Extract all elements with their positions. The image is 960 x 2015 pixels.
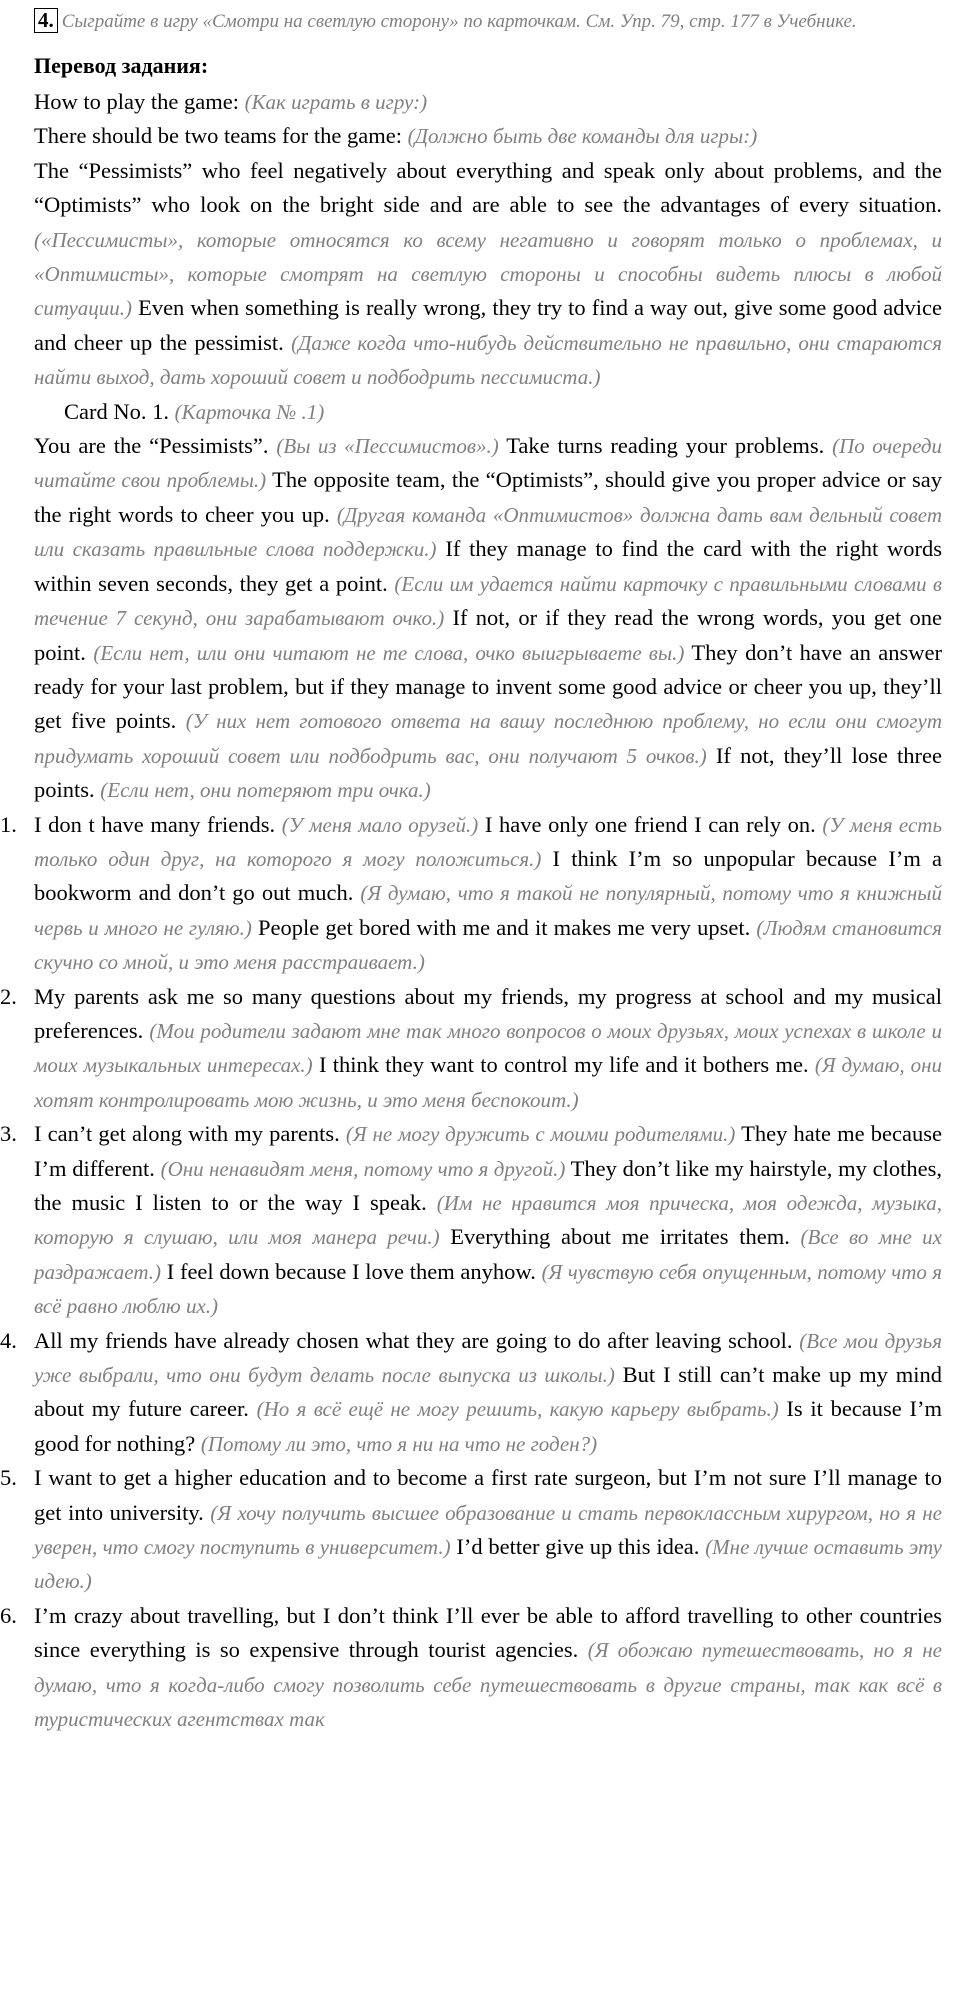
list-item: [0, 1599, 942, 1737]
card-title: [34, 395, 942, 429]
item-number: 2.: [0, 983, 17, 1009]
english-text: I’d better give up this idea.: [450, 1534, 706, 1560]
list-item: [0, 980, 942, 1118]
russian-translation: (Я хочу получить высшее образование и стать первоклассным хирургом, но я не уверен, что смогу поступить в университет.): [34, 1500, 942, 1560]
english-text: The “Pessimists” who feel negatively about everything and speak only about problems, and the “Optimists” who look on the bright side and are able to see the advantages of every situation.: [34, 157, 942, 218]
english-text: I can’t get along with my parents.: [34, 1121, 346, 1147]
english-text: You are the “Pessimists”.: [34, 433, 277, 459]
russian-translation: (Я обожаю путешествовать, но я не думаю, что я когда-либо смогу позволить себе путешествовать в другие страны, так как всё в туристических агентствах так: [34, 1638, 942, 1732]
russian-translation: (Потому ли это, что я ни на что не годен?): [200, 1431, 598, 1456]
english-text: The opposite team, the “Optimists”, should give you proper advice or say the right words to cheer you up.: [34, 467, 943, 527]
english-text: If not, they’ll lose three points.: [34, 742, 942, 803]
english-text: But I still can’t make up my mind about my future career.: [34, 1362, 942, 1422]
intro-line: [34, 85, 942, 119]
english-text: Even when something is really wrong, they try to find a way out, give some good advice and cheer up the pessimist.: [34, 295, 942, 355]
english-text: Is it because I’m good for nothing?: [34, 1396, 942, 1456]
russian-translation: (Я думаю, они хотят контролировать мою жизнь, и это меня беспокоит.): [34, 1053, 942, 1112]
english-text: If they manage to find the card with the right words within seven seconds, they get a point.: [34, 536, 942, 596]
english-text: I don t have many friends.: [34, 811, 282, 837]
english-text: All my friends have already chosen what they are going to do after leaving school.: [34, 1327, 800, 1353]
rules-paragraph: [34, 429, 942, 807]
russian-translation: (Если нет, или они читают не те слова, очко выигрываете вы.): [93, 640, 685, 665]
russian-translation: (Если им удается найти карточку с правильными словами в течение 7 секунд, они зарабатывают очко.): [34, 571, 943, 631]
russian-translation: (По очереди читайте свои проблемы.): [34, 434, 943, 493]
task-header: [34, 6, 942, 37]
russian-translation: (Все мои друзья уже выбрали, что они будут делать после выпуска из школы.): [34, 1328, 942, 1388]
russian-translation: (Вы из «Пессимистов».): [276, 434, 499, 459]
english-text: If not, or if they read the wrong words, you get one point.: [34, 605, 942, 665]
item-number: 6.: [0, 1602, 17, 1628]
list-item: [0, 1117, 943, 1323]
russian-translation: (У них нет готового ответа на вашу последнюю проблему, но если они смогут придумать хороший совет или подбодрить вас, они получают 5 очков.): [34, 709, 942, 768]
russian-translation: (Все во мне их раздражает.): [34, 1225, 942, 1284]
russian-translation: (Другая команда «Оптимистов» должна дать вам дельный совет или сказать правильные слова поддержки.): [34, 502, 942, 562]
item-number: 3.: [0, 1121, 17, 1147]
item-number: 1.: [0, 811, 17, 837]
russian-translation: (У меня есть только один друг, на которого я могу положиться.): [34, 812, 943, 871]
english-text: I think I’m so unpopular because I’m a bookworm and don’t go out much.: [34, 845, 942, 906]
russian-translation: (Мне лучше оставить эту идею.): [34, 1535, 942, 1594]
english-text: Everything about me irritates them.: [439, 1224, 801, 1250]
english-text: I want to get a higher education and to become a first rate surgeon, but I’m not sure I’ll manage to get into university.: [34, 1465, 942, 1525]
english-text: Take turns reading your problems.: [498, 433, 833, 459]
english-text: I’m crazy about travelling, but I don’t think I’ll ever be able to afford travelling to other countries since everything is so expensive through tourist agencies.: [34, 1602, 942, 1663]
english-text: I think they want to control my life and it bothers me.: [312, 1052, 815, 1078]
russian-translation: (Карточка № .1): [174, 399, 325, 424]
russian-translation: (Людям становится скучно со мной, и это меня расстраивает.): [34, 915, 943, 975]
russian-translation: (Если нет, они потеряют три очка.): [100, 778, 431, 803]
russian-translation: (Они ненавидят меня, потому что я другой.): [160, 1156, 566, 1181]
intro-line: [34, 119, 942, 153]
russian-translation: (Мои родители задают мне так много вопросов о моих друзьях, моих успехах в школе и моих музыкальных интересах.): [34, 1018, 942, 1078]
english-text: People get bored with me and it makes me very upset.: [251, 914, 757, 940]
english-text: How to play the game:: [34, 89, 245, 114]
english-text: There should be two teams for the game:: [34, 123, 408, 149]
russian-translation: (Я не могу дружить с моими родителями.): [345, 1122, 736, 1147]
russian-translation: (Даже когда что-нибудь действительно не правильно, они стараются найти выход, дать хороший совет и подбодрить пессимиста.): [34, 330, 943, 390]
english-text: They don’t have an answer ready for your last problem, but if they manage to invent some good advice or cheer you up, they’ll get five points.: [34, 639, 943, 734]
list-item: [0, 808, 943, 980]
english-text: I have only one friend I can rely on.: [478, 811, 823, 837]
problems-list: [0, 808, 943, 1737]
russian-translation: (Как играть в игру:): [244, 90, 428, 114]
russian-translation: (Я думаю, что я такой не популярный, потому что я книжный червь и много не гуляю.): [34, 881, 942, 940]
russian-translation: (Я чувствую себя опущенным, потому что я всё равно люблю их.): [34, 1259, 943, 1319]
item-number: 5.: [0, 1465, 17, 1491]
english-text: They don’t like my hairstyle, my clothes, the music I listen to or the way I speak.: [34, 1155, 942, 1215]
russian-translation: (У меня мало орузей.): [281, 812, 479, 837]
english-text: They hate me because I’m different.: [34, 1121, 942, 1181]
russian-translation: (Должно быть две команды для игры:): [407, 124, 758, 149]
english-text: Card No. 1.: [64, 398, 175, 424]
russian-translation: (Но я всё ещё не могу решить, какую карьеру выбрать.): [256, 1397, 779, 1422]
list-item: [0, 1324, 942, 1462]
translation-heading: Перевод задания:: [34, 53, 209, 78]
task-instruction: Сыграйте в игру «Смотри на светлую сторону» по карточкам. См. Упр. 79, стр. 177 в Учебнике.: [61, 11, 857, 32]
item-number: 4.: [0, 1327, 17, 1353]
list-item: [0, 1461, 942, 1599]
russian-translation: («Пессимисты», которые относятся ко всему негативно и говорят только о проблемах, и «Оптимисты», которые смотрят на светлую стороны и способны видеть плюсы в любой ситуации.): [34, 227, 942, 321]
russian-translation: (Им не нравится моя прическа, моя одежда, музыка, которую я слушаю, или моя манера речи.): [34, 1191, 942, 1250]
teams-paragraph: [34, 154, 942, 395]
english-text: I feel down because I love them anyhow.: [161, 1258, 542, 1284]
task-number: 4.: [34, 8, 58, 33]
english-text: My parents ask me so many questions about my friends, my progress at school and my musical preferences.: [34, 983, 942, 1043]
